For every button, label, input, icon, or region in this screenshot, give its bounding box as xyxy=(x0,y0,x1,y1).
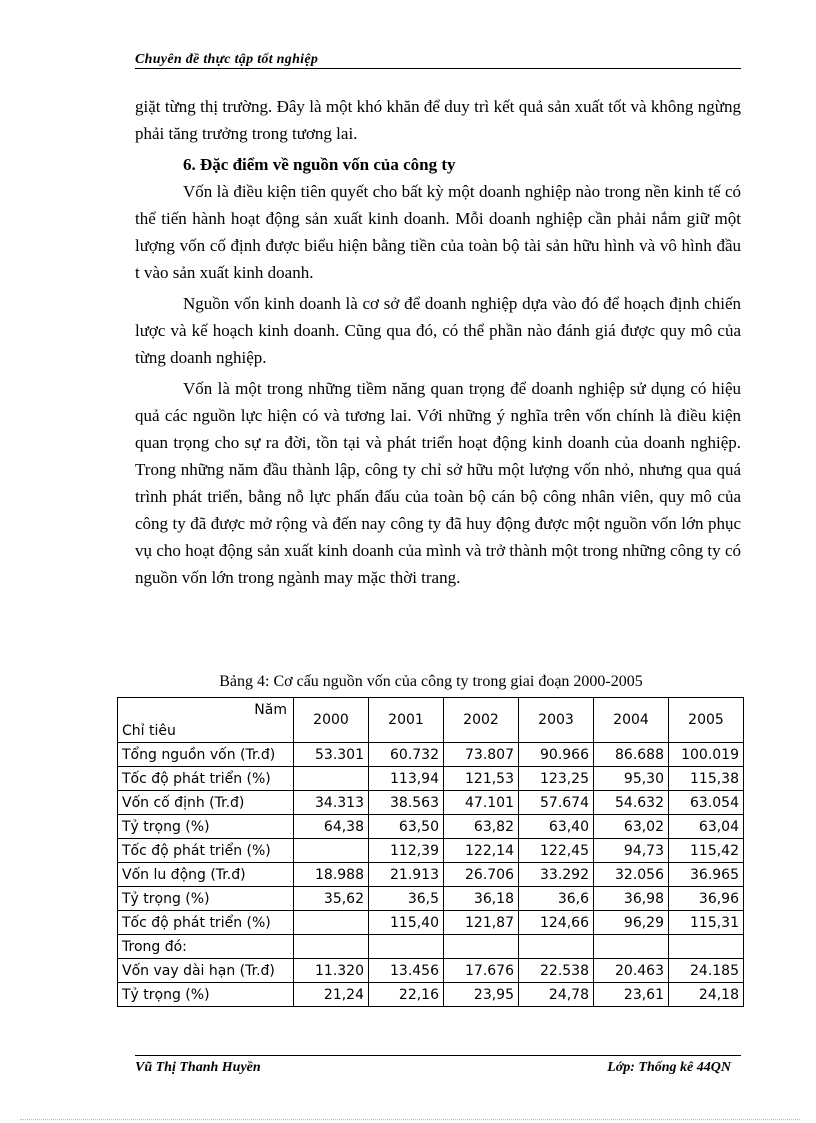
row-label: Tổng nguồn vốn (Tr.đ) xyxy=(118,743,294,767)
table-cell: 112,39 xyxy=(369,839,444,863)
table-cell: 23,61 xyxy=(594,983,669,1007)
table-cell: 36.965 xyxy=(669,863,744,887)
table-cell: 63,82 xyxy=(444,815,519,839)
table-cell: 73.807 xyxy=(444,743,519,767)
table-cell: 63,40 xyxy=(519,815,594,839)
table-cell xyxy=(369,935,444,959)
table-cell: 100.019 xyxy=(669,743,744,767)
table-cell xyxy=(294,839,369,863)
table-row xyxy=(118,959,744,983)
table-cell xyxy=(444,935,519,959)
row-label: Tỷ trọng (%) xyxy=(118,983,294,1007)
table-row xyxy=(118,839,744,863)
table-cell: 95,30 xyxy=(594,767,669,791)
table-cell: 32.056 xyxy=(594,863,669,887)
table-cell: 13.456 xyxy=(369,959,444,983)
table-row xyxy=(118,791,744,815)
table-row xyxy=(118,983,744,1007)
paragraph-3: Vốn là một trong những tiềm năng quan trọng để doanh nghiệp sử dụng có hiệu quả các nguồn lực hiện có và tương lai. Với những ý nghĩa trên vốn chính là điều kiện quan trọng cho sự ra đời, tồn tại và phát triển hoạt động kinh doanh của doanh nghiệp. Trong những năm đầu thành lập, công ty chỉ sở hữu một lượng vốn nhỏ, nhưng qua quá trình phát triển, bằng nỗ lực phấn đấu của toàn bộ cán bộ công nhân viên, quy mô của công ty đã được mở rộng và đến nay công ty đã huy động được một nguồn vốn lớn phục vụ cho hoạt động sản xuất kinh doanh của mình và trở thành một trong những công ty có nguồn vốn lớn trong ngành may mặc thời trang. xyxy=(135,379,741,587)
row-label: Vốn cố định (Tr.đ) xyxy=(118,791,294,815)
table-cell: 122,14 xyxy=(444,839,519,863)
footer-author: Vũ Thị Thanh Huyền xyxy=(135,1060,261,1075)
table-cell: 57.674 xyxy=(519,791,594,815)
row-label: Tỷ trọng (%) xyxy=(118,887,294,911)
row-label: Tốc độ phát triển (%) xyxy=(118,767,294,791)
row-label: Tỷ trọng (%) xyxy=(118,815,294,839)
table-header-row xyxy=(118,698,744,743)
table-cell: 36,18 xyxy=(444,887,519,911)
table-cell: 23,95 xyxy=(444,983,519,1007)
body-text xyxy=(135,93,741,595)
row-label: Vốn lu động (Tr.đ) xyxy=(118,863,294,887)
table-cell: 115,40 xyxy=(369,911,444,935)
table-cell: 24,18 xyxy=(669,983,744,1007)
table-row xyxy=(118,935,744,959)
table-cell: 115,38 xyxy=(669,767,744,791)
table-cell: 26.706 xyxy=(444,863,519,887)
corner-header-cell xyxy=(118,698,294,743)
table-cell: 36,96 xyxy=(669,887,744,911)
table-cell: 22.538 xyxy=(519,959,594,983)
table-cell: 121,87 xyxy=(444,911,519,935)
table-cell: 86.688 xyxy=(594,743,669,767)
table-cell xyxy=(294,911,369,935)
year-header: 2005 xyxy=(669,698,744,743)
table-cell: 63.054 xyxy=(669,791,744,815)
table-cell: 122,45 xyxy=(519,839,594,863)
table-cell: 90.966 xyxy=(519,743,594,767)
header-title: Chuyên đề thực tập tốt nghiệp xyxy=(135,52,319,67)
table-cell: 24.185 xyxy=(669,959,744,983)
table-cell: 60.732 xyxy=(369,743,444,767)
table-cell: 11.320 xyxy=(294,959,369,983)
row-label: Tốc độ phát triển (%) xyxy=(118,911,294,935)
table-cell: 115,42 xyxy=(669,839,744,863)
year-header: 2003 xyxy=(519,698,594,743)
row-label: Tốc độ phát triển (%) xyxy=(118,839,294,863)
year-header: 2002 xyxy=(444,698,519,743)
year-header: 2000 xyxy=(294,698,369,743)
table-cell: 21,24 xyxy=(294,983,369,1007)
paragraph-continuation: giặt từng thị trường. Đây là một khó khăn để duy trì kết quả sản xuất tốt và không ngừng phải tăng trưởng trong tương lai. xyxy=(135,97,741,143)
table-cell: 18.988 xyxy=(294,863,369,887)
table-cell: 63,50 xyxy=(369,815,444,839)
table-cell xyxy=(669,935,744,959)
table-cell: 53.301 xyxy=(294,743,369,767)
paragraph-1: Vốn là điều kiện tiên quyết cho bất kỳ một doanh nghiệp nào trong nền kinh tế có thể tiến hành hoạt động sản xuất kinh doanh. Mỗi doanh nghiệp cần phải nắm giữ một lượng vốn cố định được biểu hiện bằng tiền của toàn bộ tài sản hữu hình và vô hình đầu t vào sản xuất kinh doanh. xyxy=(135,182,741,282)
capital-structure-table xyxy=(117,697,744,1007)
table-cell: 21.913 xyxy=(369,863,444,887)
page-header xyxy=(135,46,741,69)
table-cell: 121,53 xyxy=(444,767,519,791)
corner-indicator-label: Chỉ tiêu xyxy=(122,723,176,739)
table-cell: 124,66 xyxy=(519,911,594,935)
table-cell: 38.563 xyxy=(369,791,444,815)
table-cell xyxy=(519,935,594,959)
row-label: Trong đó: xyxy=(118,935,294,959)
table-cell: 36,6 xyxy=(519,887,594,911)
table-cell: 113,94 xyxy=(369,767,444,791)
table-cell: 36,98 xyxy=(594,887,669,911)
table-cell: 24,78 xyxy=(519,983,594,1007)
table-cell: 63,04 xyxy=(669,815,744,839)
table-cell: 33.292 xyxy=(519,863,594,887)
table-row xyxy=(118,887,744,911)
table-row xyxy=(118,911,744,935)
table-cell xyxy=(294,935,369,959)
table-row xyxy=(118,743,744,767)
table-cell: 96,29 xyxy=(594,911,669,935)
table-cell: 64,38 xyxy=(294,815,369,839)
table-cell: 17.676 xyxy=(444,959,519,983)
table-cell: 63,02 xyxy=(594,815,669,839)
page-footer xyxy=(135,1055,741,1075)
paragraph-2: Nguồn vốn kinh doanh là cơ sở để doanh nghiệp dựa vào đó để hoạch định chiến lược và kế hoạch kinh doanh. Cũng qua đó, có thể phần nào đánh giá được quy mô của từng doanh nghiệp. xyxy=(135,294,741,367)
table-cell: 35,62 xyxy=(294,887,369,911)
table-cell xyxy=(294,767,369,791)
table-cell: 36,5 xyxy=(369,887,444,911)
table-cell: 115,31 xyxy=(669,911,744,935)
table-cell: 20.463 xyxy=(594,959,669,983)
table-cell: 94,73 xyxy=(594,839,669,863)
row-label: Vốn vay dài hạn (Tr.đ) xyxy=(118,959,294,983)
year-header: 2001 xyxy=(369,698,444,743)
table-cell: 22,16 xyxy=(369,983,444,1007)
page-bottom-divider xyxy=(20,1119,800,1120)
table-row xyxy=(118,815,744,839)
table-cell: 34.313 xyxy=(294,791,369,815)
section-heading: 6. Đặc điểm về nguồn vốn của công ty xyxy=(183,155,456,174)
footer-class: Lớp: Thống kê 44QN xyxy=(607,1060,731,1075)
year-header: 2004 xyxy=(594,698,669,743)
table-cell xyxy=(594,935,669,959)
table-row xyxy=(118,767,744,791)
table-row xyxy=(118,863,744,887)
table-cell: 123,25 xyxy=(519,767,594,791)
table-cell: 47.101 xyxy=(444,791,519,815)
table-caption: Bảng 4: Cơ cấu nguồn vốn của công ty trong giai đoạn 2000-2005 xyxy=(219,673,643,690)
table-cell: 54.632 xyxy=(594,791,669,815)
corner-year-label: Năm xyxy=(254,702,287,718)
